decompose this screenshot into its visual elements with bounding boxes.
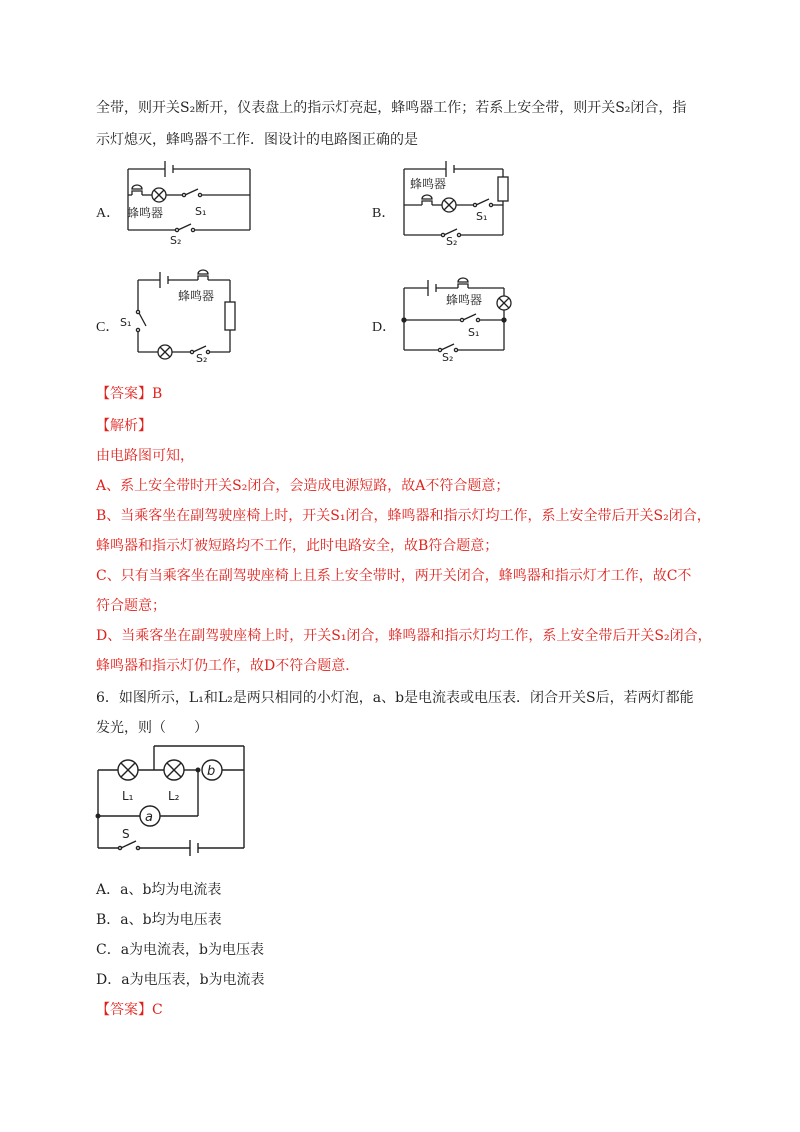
meter-b-label: b (207, 764, 216, 779)
q5-analysis-line: 蜂鸣器和指示灯仍工作，故D不符合题意． (96, 658, 360, 674)
circuit-diagram-a (120, 155, 255, 245)
meter-a-label: a (145, 810, 153, 825)
switch-s2-label-b: S₂ (446, 235, 458, 245)
circuit-diagram-q6 (94, 742, 254, 860)
q5-option-b-label: B． (372, 206, 396, 221)
q6-option-d: D．a为电压表，b为电流表 (96, 972, 265, 988)
q5-answer: 【答案】B (96, 386, 163, 402)
switch-s1-label-b: S₁ (476, 210, 488, 223)
q5-line-2: 示灯熄灭，蜂鸣器不工作．图设计的电路图正确的是 (96, 132, 418, 148)
q5-analysis-line: 符合题意； (96, 598, 166, 614)
buzzer-label-a: 蜂鸣器 (127, 206, 164, 220)
q5-analysis-line: C、只有当乘客坐在副驾驶座椅上且系上安全带时，两开关闭合，蜂鸣器和指示灯才工作，故C不 (96, 568, 692, 584)
q5-option-a-label: A． (96, 206, 121, 221)
switch-s1-label-d: S₁ (468, 326, 480, 339)
q5-analysis-line: D、当乘客坐在副驾驶座椅上时，开关S₁闭合，蜂鸣器和指示灯均工作，系上安全带后开关S₂闭合， (96, 628, 712, 644)
switch-s1-label-c: S₁ (120, 316, 132, 329)
circuit-diagram-c (118, 268, 248, 363)
q6-option-a: A．a、b均为电流表 (96, 882, 222, 898)
q5-option-c-label: C． (96, 320, 120, 335)
switch-s2-label-c: S₂ (196, 352, 208, 363)
q5-analysis-line: 由电路图可知， (96, 448, 194, 464)
q6-line-1: 6．如图所示，L₁和L₂是两只相同的小灯泡，a、b是电流表或电压表．闭合开关S后，若两灯都能 (96, 690, 694, 706)
q6-line-2: 发光，则（ ） (96, 720, 208, 736)
switch-s-label: S (122, 827, 130, 841)
buzzer-label-d: 蜂鸣器 (446, 293, 483, 307)
switch-s2-label-d: S₂ (442, 351, 454, 363)
q5-analysis-line: A、系上安全带时开关S₂闭合，会造成电源短路，故A不符合题意； (96, 478, 510, 494)
q5-analysis-title: 【解析】 (96, 418, 152, 434)
lamp-l1-label: L₁ (122, 789, 134, 803)
circuit-diagram-d (398, 268, 523, 363)
switch-s1-label-a: S₁ (195, 205, 207, 218)
buzzer-label-c: 蜂鸣器 (178, 289, 215, 303)
q6-answer: 【答案】C (96, 1002, 163, 1018)
q5-option-d-label: D． (372, 320, 397, 335)
circuit-diagram-b (398, 155, 518, 245)
switch-s2-label-a: S₂ (170, 234, 182, 245)
buzzer-label-b: 蜂鸣器 (410, 177, 447, 191)
q5-line-1: 全带，则开关S₂断开，仪表盘上的指示灯亮起，蜂鸣器工作；若系上安全带，则开关S₂闭合，指 (96, 100, 687, 116)
q6-option-b: B．a、b均为电压表 (96, 912, 222, 928)
q5-analysis-line: B、当乘客坐在副驾驶座椅上时，开关S₁闭合，蜂鸣器和指示灯均工作，系上安全带后开关S₂闭合， (96, 508, 711, 524)
q5-analysis-line: 蜂鸣器和指示灯被短路均不工作，此时电路安全，故B符合题意； (96, 538, 499, 554)
q6-option-c: C．a为电流表，b为电压表 (96, 942, 265, 958)
lamp-l2-label: L₂ (168, 789, 180, 803)
